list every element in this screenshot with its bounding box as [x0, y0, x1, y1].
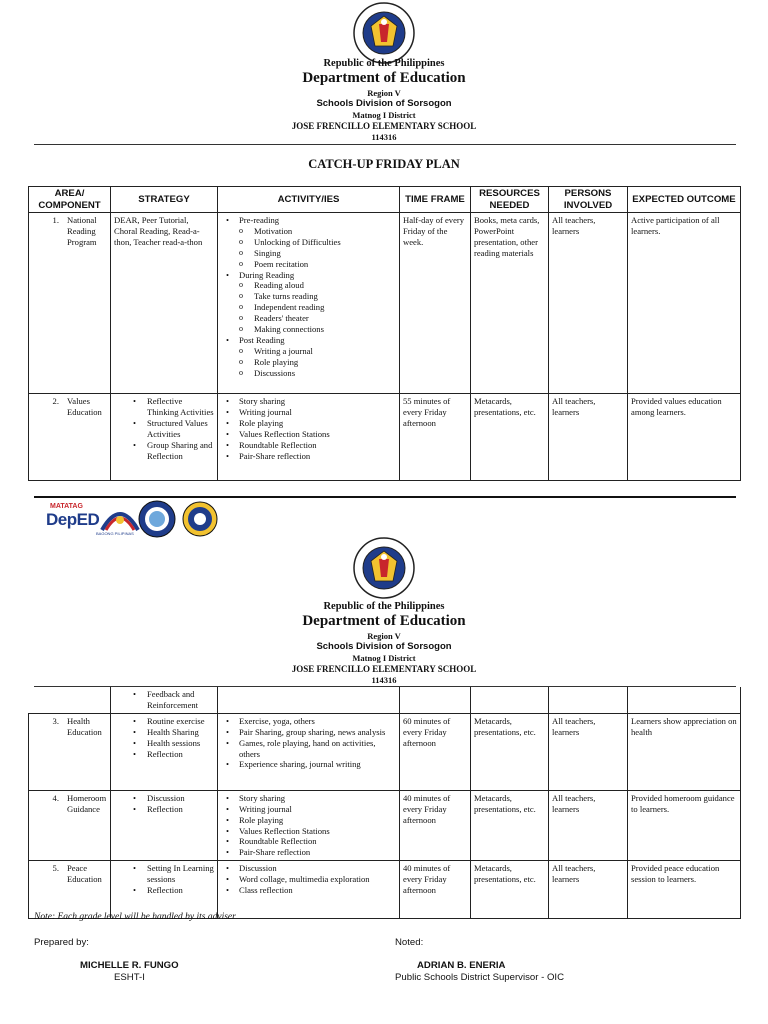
list-item: • Values Reflection Stations	[239, 826, 396, 837]
list-item: • Reflective Thinking Activities	[147, 396, 214, 418]
persons-cell	[549, 687, 628, 713]
list-item: • Class reflection	[239, 885, 396, 896]
persons-cell: All teachers, learners	[549, 713, 628, 790]
persons-cell: All teachers, learners	[549, 213, 628, 394]
bagong-pilipinas-text: BAGONG PILIPINAS	[96, 531, 134, 536]
strategy-cell	[111, 394, 218, 481]
list-item: • Pair Sharing, group sharing, news analysis	[239, 727, 396, 738]
column-header: ACTIVITY/IES	[218, 187, 400, 213]
list-item: • Group Sharing and Reflection	[147, 440, 214, 462]
row-number: 1.	[52, 215, 59, 225]
matatag-logo-text: MATATAG	[50, 503, 83, 510]
list-item: • Health Sharing	[147, 727, 214, 738]
activity-cell	[218, 687, 400, 713]
area-text: Homeroom Guidance	[67, 792, 107, 814]
area-text: Health Education	[67, 715, 102, 737]
division-line: Schools Division of Sorsogon	[316, 98, 452, 109]
area-text: Peace Education	[67, 863, 102, 885]
outcome-cell: Active participation of all learners.	[628, 213, 741, 394]
region-line: Region V	[367, 631, 401, 641]
list-item	[239, 335, 396, 379]
list-item: o Reading aloud	[254, 280, 396, 291]
activity-cell	[218, 213, 400, 394]
list-item: o Making connections	[254, 324, 396, 335]
time-cell: 55 minutes of every Friday afternoon	[400, 394, 471, 481]
table-row	[29, 394, 741, 481]
note-text: Note: Each grade level will be handled by its adviser	[34, 912, 236, 922]
deped-seal-logo	[353, 537, 415, 599]
list-item: • Discussion	[239, 863, 396, 874]
catch-up-plan-table-page1	[28, 186, 741, 481]
list-item: • Story sharing	[239, 396, 396, 407]
outcome-cell	[628, 687, 741, 713]
list-item	[239, 270, 396, 335]
catch-up-plan-table-page2	[28, 687, 741, 919]
table-row	[29, 790, 741, 860]
time-cell	[400, 687, 471, 713]
row-number: 2.	[52, 396, 59, 406]
noted-by-position: Public Schools District Supervisor - OIC	[395, 972, 565, 983]
activity-group-label: Pre-reading	[239, 215, 280, 225]
list-item: • Writing journal	[239, 407, 396, 418]
list-item: • Setting In Learning sessions	[147, 863, 214, 885]
footer-rule	[34, 496, 736, 498]
list-item: o Motivation	[254, 226, 396, 237]
list-item: • Role playing	[239, 418, 396, 429]
list-item: • Writing journal	[239, 804, 396, 815]
deped-seal-logo	[353, 2, 415, 64]
area-cell	[29, 213, 111, 394]
list-item: • Roundtable Reflection	[239, 440, 396, 451]
activity-cell	[218, 790, 400, 860]
column-header: PERSONS INVOLVED	[549, 187, 628, 213]
prepared-by-name: MICHELLE R. FUNGO	[80, 960, 179, 971]
list-item: • Feedback and Reinforcement	[147, 689, 214, 711]
school-seal-icon	[182, 501, 218, 537]
republic-line: Republic of the Philippines	[323, 601, 445, 612]
persons-cell: All teachers, learners	[549, 861, 628, 919]
activity-cell	[218, 713, 400, 790]
list-item: • Reflection	[147, 749, 214, 760]
list-item: • Values Reflection Stations	[239, 429, 396, 440]
area-text: National Reading Program	[67, 215, 97, 247]
resources-cell: Metacards, presentations, etc.	[471, 394, 549, 481]
time-cell: Half-day of every Friday of the week.	[400, 213, 471, 394]
list-item: • Pair-Share reflection	[239, 451, 396, 462]
list-item: • Story sharing	[239, 793, 396, 804]
list-item: • Role playing	[239, 815, 396, 826]
deped-logo-text: DepED	[46, 510, 100, 529]
list-item: o Role playing	[254, 357, 396, 368]
bagong-pilipinas-logo	[100, 502, 140, 532]
list-item: o Writing a journal	[254, 346, 396, 357]
area-cell	[29, 394, 111, 481]
resources-cell	[471, 687, 549, 713]
list-item: • Pair-Share reflection	[239, 847, 396, 858]
column-header: RESOURCES NEEDED	[471, 187, 549, 213]
list-item: o Singing	[254, 248, 396, 259]
list-item: o Unlocking of Difficulties	[254, 237, 396, 248]
activity-group-label: Post Reading	[239, 334, 285, 345]
list-item	[239, 215, 396, 270]
outcome-cell: Provided peace education session to learners.	[628, 861, 741, 919]
column-header: AREA/ COMPONENT	[29, 187, 111, 213]
column-header: TIME FRAME	[400, 187, 471, 213]
outcome-cell: Provided values education among learners.	[628, 394, 741, 481]
school-id-line: 114316	[371, 675, 397, 685]
department-title: Department of Education	[302, 613, 466, 629]
list-item: • Exercise, yoga, others	[239, 716, 396, 727]
department-title: Department of Education	[302, 70, 466, 86]
resources-cell: Metacards, presentations, etc.	[471, 861, 549, 919]
school-line: JOSE FRENCILLO ELEMENTARY SCHOOL	[291, 121, 477, 131]
table-header-row	[29, 187, 741, 213]
district-line: Matnog I District	[352, 110, 416, 120]
list-item: o Take turns reading	[254, 291, 396, 302]
list-item: o Readers' theater	[254, 313, 396, 324]
strategy-cell	[111, 861, 218, 919]
row-number: 4.	[52, 792, 59, 803]
resources-cell: Metacards, presentations, etc.	[471, 713, 549, 790]
list-item: • Games, role playing, hand on activities, others	[239, 738, 396, 760]
school-id-line: 114316	[371, 132, 397, 142]
noted-by-name: ADRIAN B. ENERIA	[417, 960, 506, 971]
header-rule	[34, 144, 736, 145]
strategy-cell	[111, 687, 218, 713]
list-item: • Discussion	[147, 793, 214, 804]
table-row	[29, 213, 741, 394]
area-cell	[29, 713, 111, 790]
list-item: • Experience sharing, journal writing	[239, 759, 396, 770]
list-item: o Independent reading	[254, 302, 396, 313]
area-cell	[29, 790, 111, 860]
list-item: o Discussions	[254, 368, 396, 379]
resources-cell: Metacards, presentations, etc.	[471, 790, 549, 860]
persons-cell: All teachers, learners	[549, 790, 628, 860]
list-item: • Reflection	[147, 885, 214, 896]
outcome-cell: Learners show appreciation on health	[628, 713, 741, 790]
noted-label: Noted:	[395, 937, 424, 948]
list-item: • Health sessions	[147, 738, 214, 749]
division-line: Schools Division of Sorsogon	[316, 641, 452, 652]
area-cell	[29, 687, 111, 713]
list-item: • Routine exercise	[147, 716, 214, 727]
strategy-cell	[111, 713, 218, 790]
activity-cell	[218, 861, 400, 919]
list-item: • Roundtable Reflection	[239, 836, 396, 847]
strategy-cell	[111, 790, 218, 860]
activity-cell	[218, 394, 400, 481]
area-cell	[29, 861, 111, 919]
district-line: Matnog I District	[352, 653, 416, 663]
column-header: STRATEGY	[111, 187, 218, 213]
time-cell: 40 minutes of every Friday afternoon	[400, 790, 471, 860]
time-cell: 60 minutes of every Friday afternoon	[400, 713, 471, 790]
list-item: • Structured Values Activities	[147, 418, 214, 440]
table-row	[29, 687, 741, 713]
strategy-cell: DEAR, Peer Tutorial, Choral Reading, Read-a-thon, Teacher read-a-thon	[111, 213, 218, 394]
footer-logos	[44, 500, 224, 540]
list-item: o Poem recitation	[254, 259, 396, 270]
plan-title: CATCH-UP FRIDAY PLAN	[308, 157, 460, 171]
resources-cell: Books, meta cards, PowerPoint presentation, other reading materials	[471, 213, 549, 394]
table-row	[29, 861, 741, 919]
division-seal-icon	[138, 500, 176, 538]
persons-cell: All teachers, learners	[549, 394, 628, 481]
school-line: JOSE FRENCILLO ELEMENTARY SCHOOL	[291, 664, 477, 674]
prepared-by-label: Prepared by:	[34, 937, 89, 948]
area-text: Values Education	[67, 396, 102, 417]
prepared-by-position: ESHT-I	[114, 972, 145, 983]
outcome-cell: Provided homeroom guidance to learners.	[628, 790, 741, 860]
list-item: • Reflection	[147, 804, 214, 815]
row-number: 3.	[52, 715, 59, 726]
column-header: EXPECTED OUTCOME	[628, 187, 741, 213]
activity-group-label: During Reading	[239, 269, 295, 280]
republic-line: Republic of the Philippines	[323, 58, 445, 69]
list-item: • Word collage, multimedia exploration	[239, 874, 396, 885]
table-row	[29, 713, 741, 790]
region-line: Region V	[367, 88, 401, 98]
time-cell: 40 minutes of every Friday afternoon	[400, 861, 471, 919]
row-number: 5.	[52, 863, 59, 874]
